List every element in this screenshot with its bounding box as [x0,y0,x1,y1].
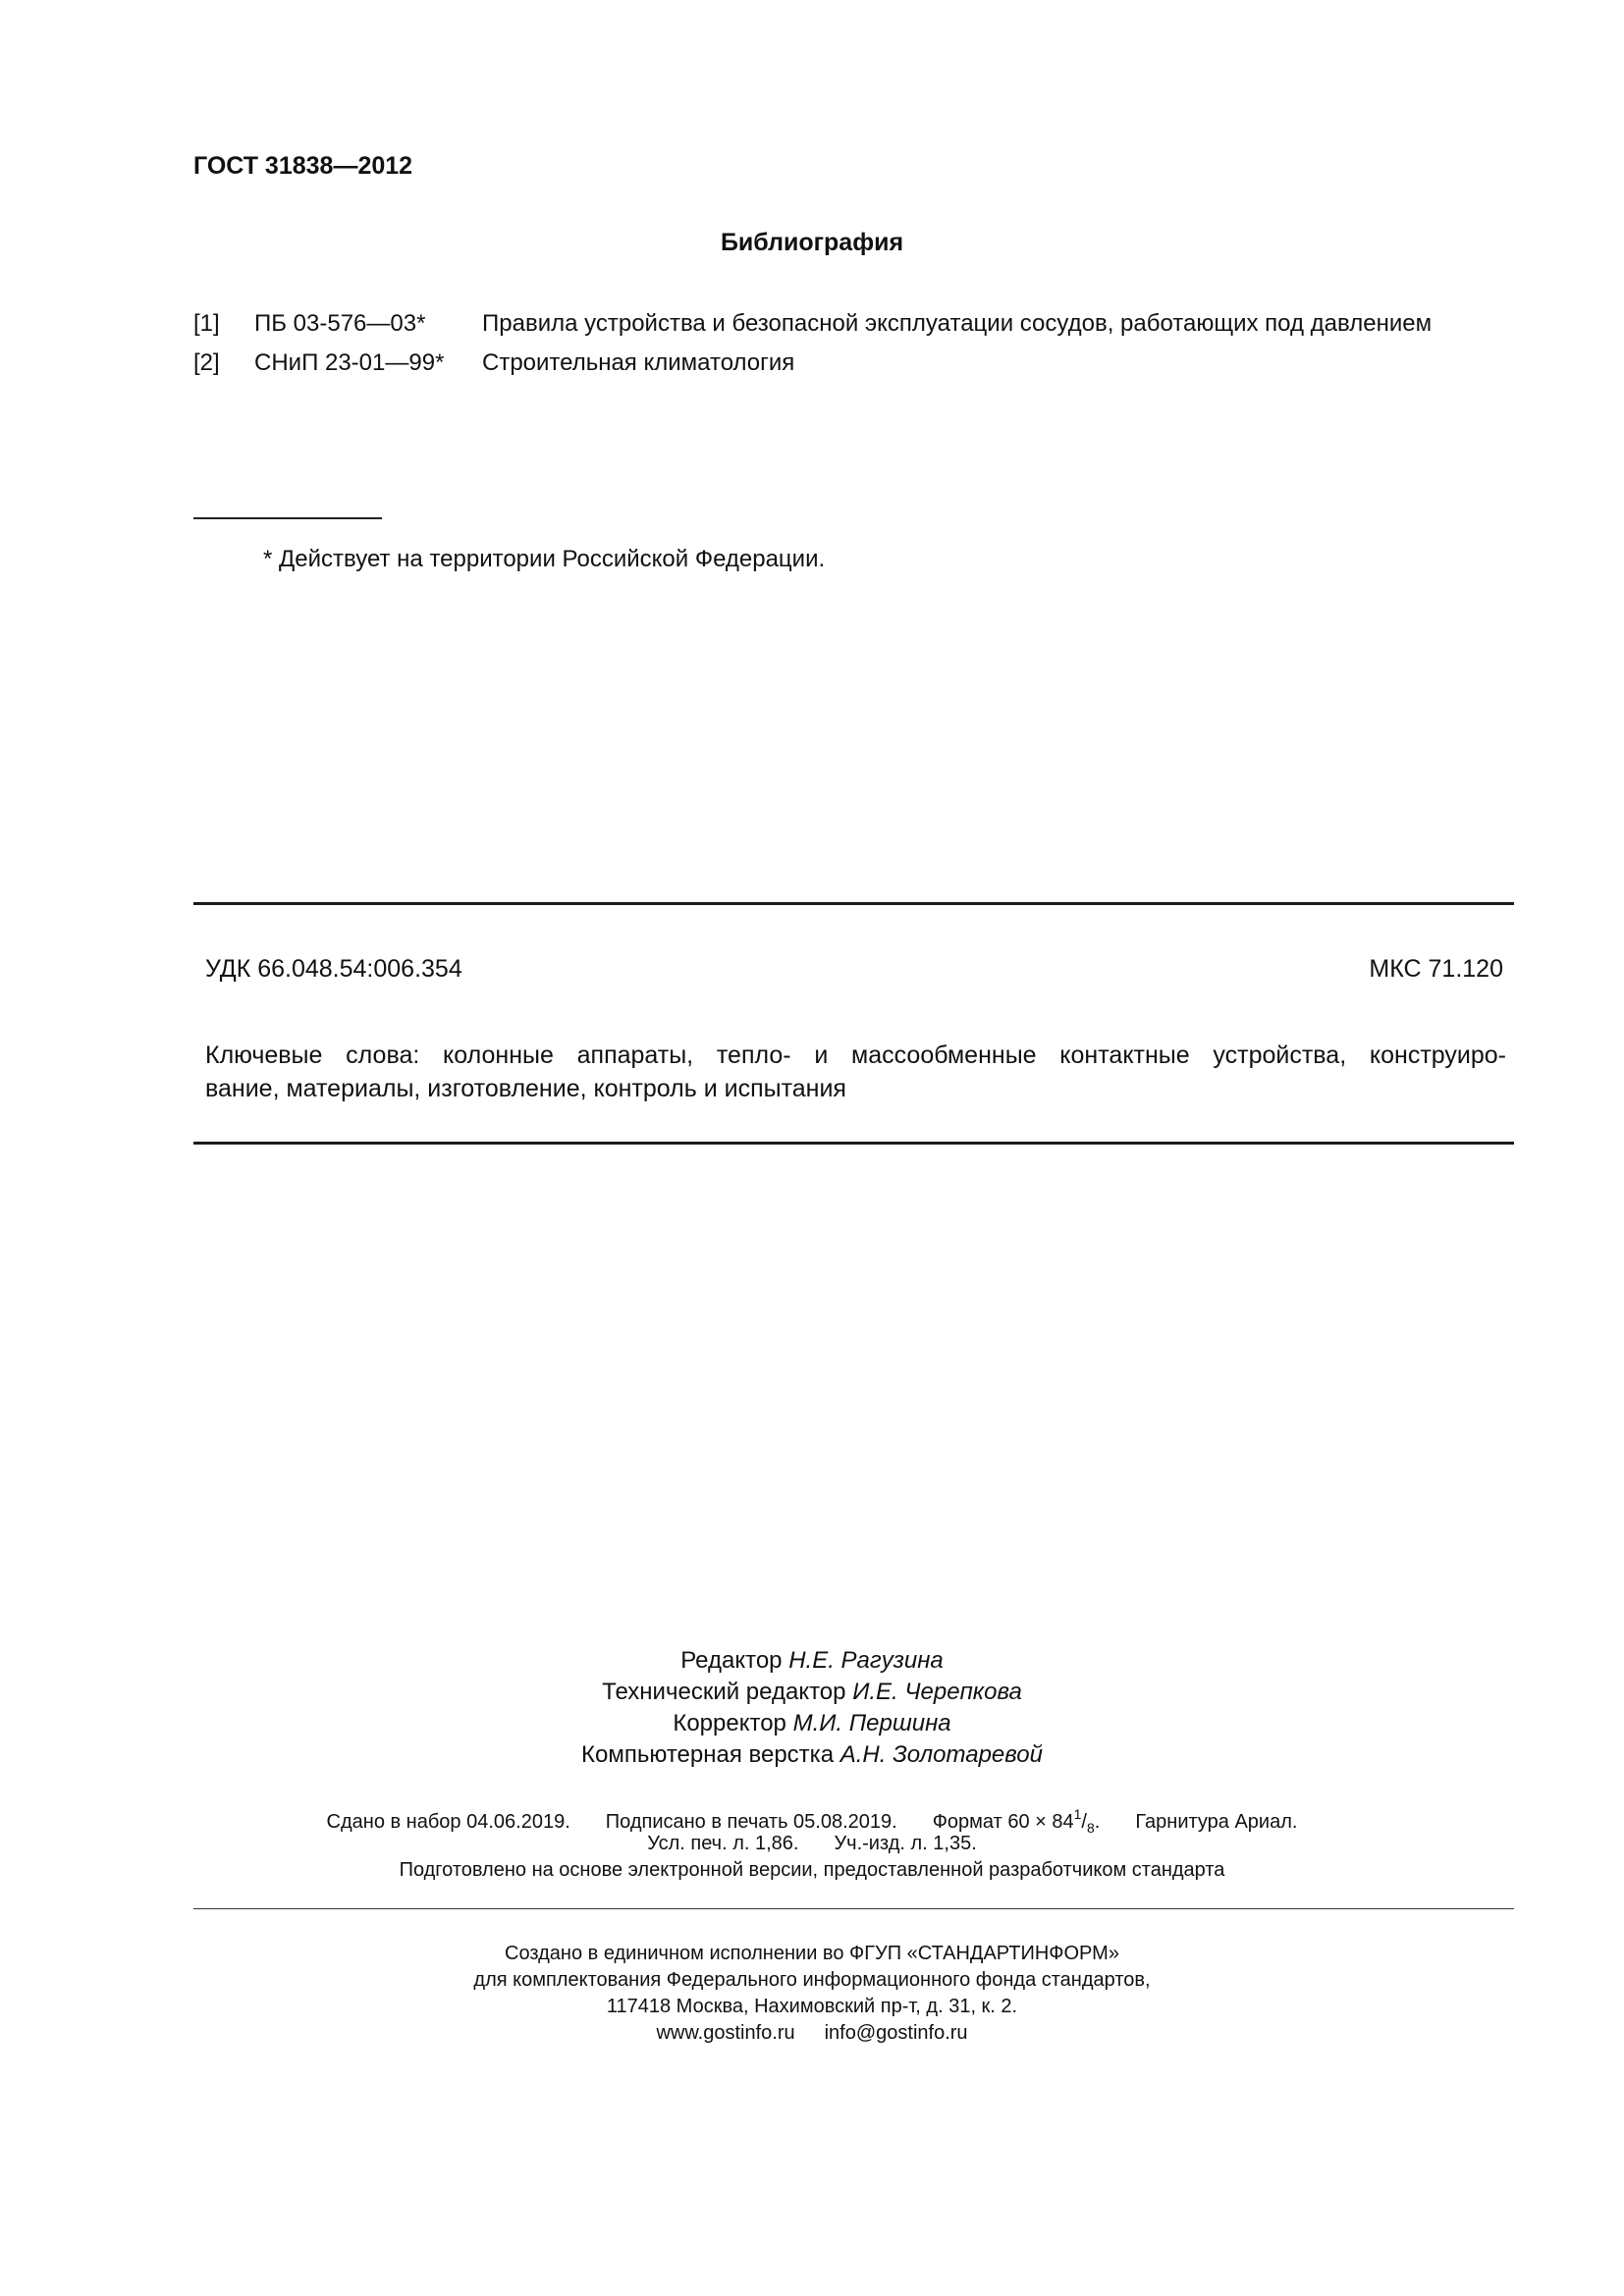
publisher-block [0,1941,1624,2047]
website-link[interactable]: www.gostinfo.ru [656,2022,795,2044]
footnote-separator [193,517,382,519]
document-code: ГОСТ 31838—2012 [193,152,413,180]
credit-name: М.И. Першина [792,1710,951,1736]
print-info-line [0,1806,1624,1836]
divider-bottom [193,1142,1514,1145]
divider-publisher [193,1908,1514,1909]
paper-format: Формат $60 \times 84^1/_8$. [932,1806,1101,1836]
bibliography-item-text: Правила устройства и безопасной эксплуатации сосудов, работающих под давлением [482,310,1433,337]
publisher-line: Создано в единичном исполнении во ФГУП «СТАНДАРТИНФОРМ» [505,1943,1119,1964]
bibliography-title: Библиография [720,229,904,256]
credit-role: Корректор [673,1710,786,1736]
print-sheets-line [0,1833,1624,1855]
bibliography-item-code: ПБ 03-576—03* [254,310,426,337]
prepared-note: Подготовлено на основе электронной версии, предоставленной разработчиком стандарта [399,1859,1225,1881]
credit-name: И.Е. Черепкова [852,1679,1022,1705]
credit-line [0,1708,1624,1739]
publisher-line: для комплектования Федерального информационного фонда стандартов, [473,1969,1151,1991]
credit-line [0,1739,1624,1771]
udk-code: УДК 66.048.54:006.354 [205,955,462,983]
publisher-contacts [0,2020,1624,2047]
credit-line [0,1645,1624,1677]
credits-block [0,1645,1624,1771]
signed-date: Подписано в печать 05.08.2019. [605,1811,897,1833]
bibliography-item-code: СНиП 23-01—99* [254,349,445,376]
keywords [205,1039,1506,1105]
keywords-line: вание, материалы, изготовление, контроль и испытания [205,1075,846,1102]
credit-line [0,1677,1624,1708]
divider-top [193,902,1514,905]
publisher-address: 117418 Москва, Нахимовский пр-т, д. 31, к. 2. [606,1996,1018,2017]
bibliography-item-number: [2] [193,349,220,376]
credit-name: А.Н. Золотаревой [839,1741,1043,1768]
edition-sheets: Уч.-изд. л. 1,35. [834,1833,977,1854]
keywords-line: Ключевые слова: колонные аппараты, тепло- и массообменные контактные устройства, конструиро- [205,1041,1506,1069]
submitted-date: Сдано в набор 04.06.2019. [326,1811,570,1833]
typeface: Гарнитура Ариал. [1135,1811,1298,1833]
bibliography-item-text: Строительная климатология [482,349,795,376]
bibliography-item-number: [1] [193,310,220,337]
footnote-text: * Действует на территории Российской Федерации. [263,546,826,572]
credit-role: Компьютерная верстка [581,1741,835,1768]
credit-role: Технический редактор [602,1679,846,1705]
email-link[interactable]: info@gostinfo.ru [824,2022,968,2044]
credit-name: Н.Е. Рагузина [788,1647,944,1674]
mks-code: МКС 71.120 [1369,955,1503,983]
print-sheets: Усл. печ. л. 1,86. [647,1833,799,1854]
credit-role: Редактор [680,1647,783,1674]
